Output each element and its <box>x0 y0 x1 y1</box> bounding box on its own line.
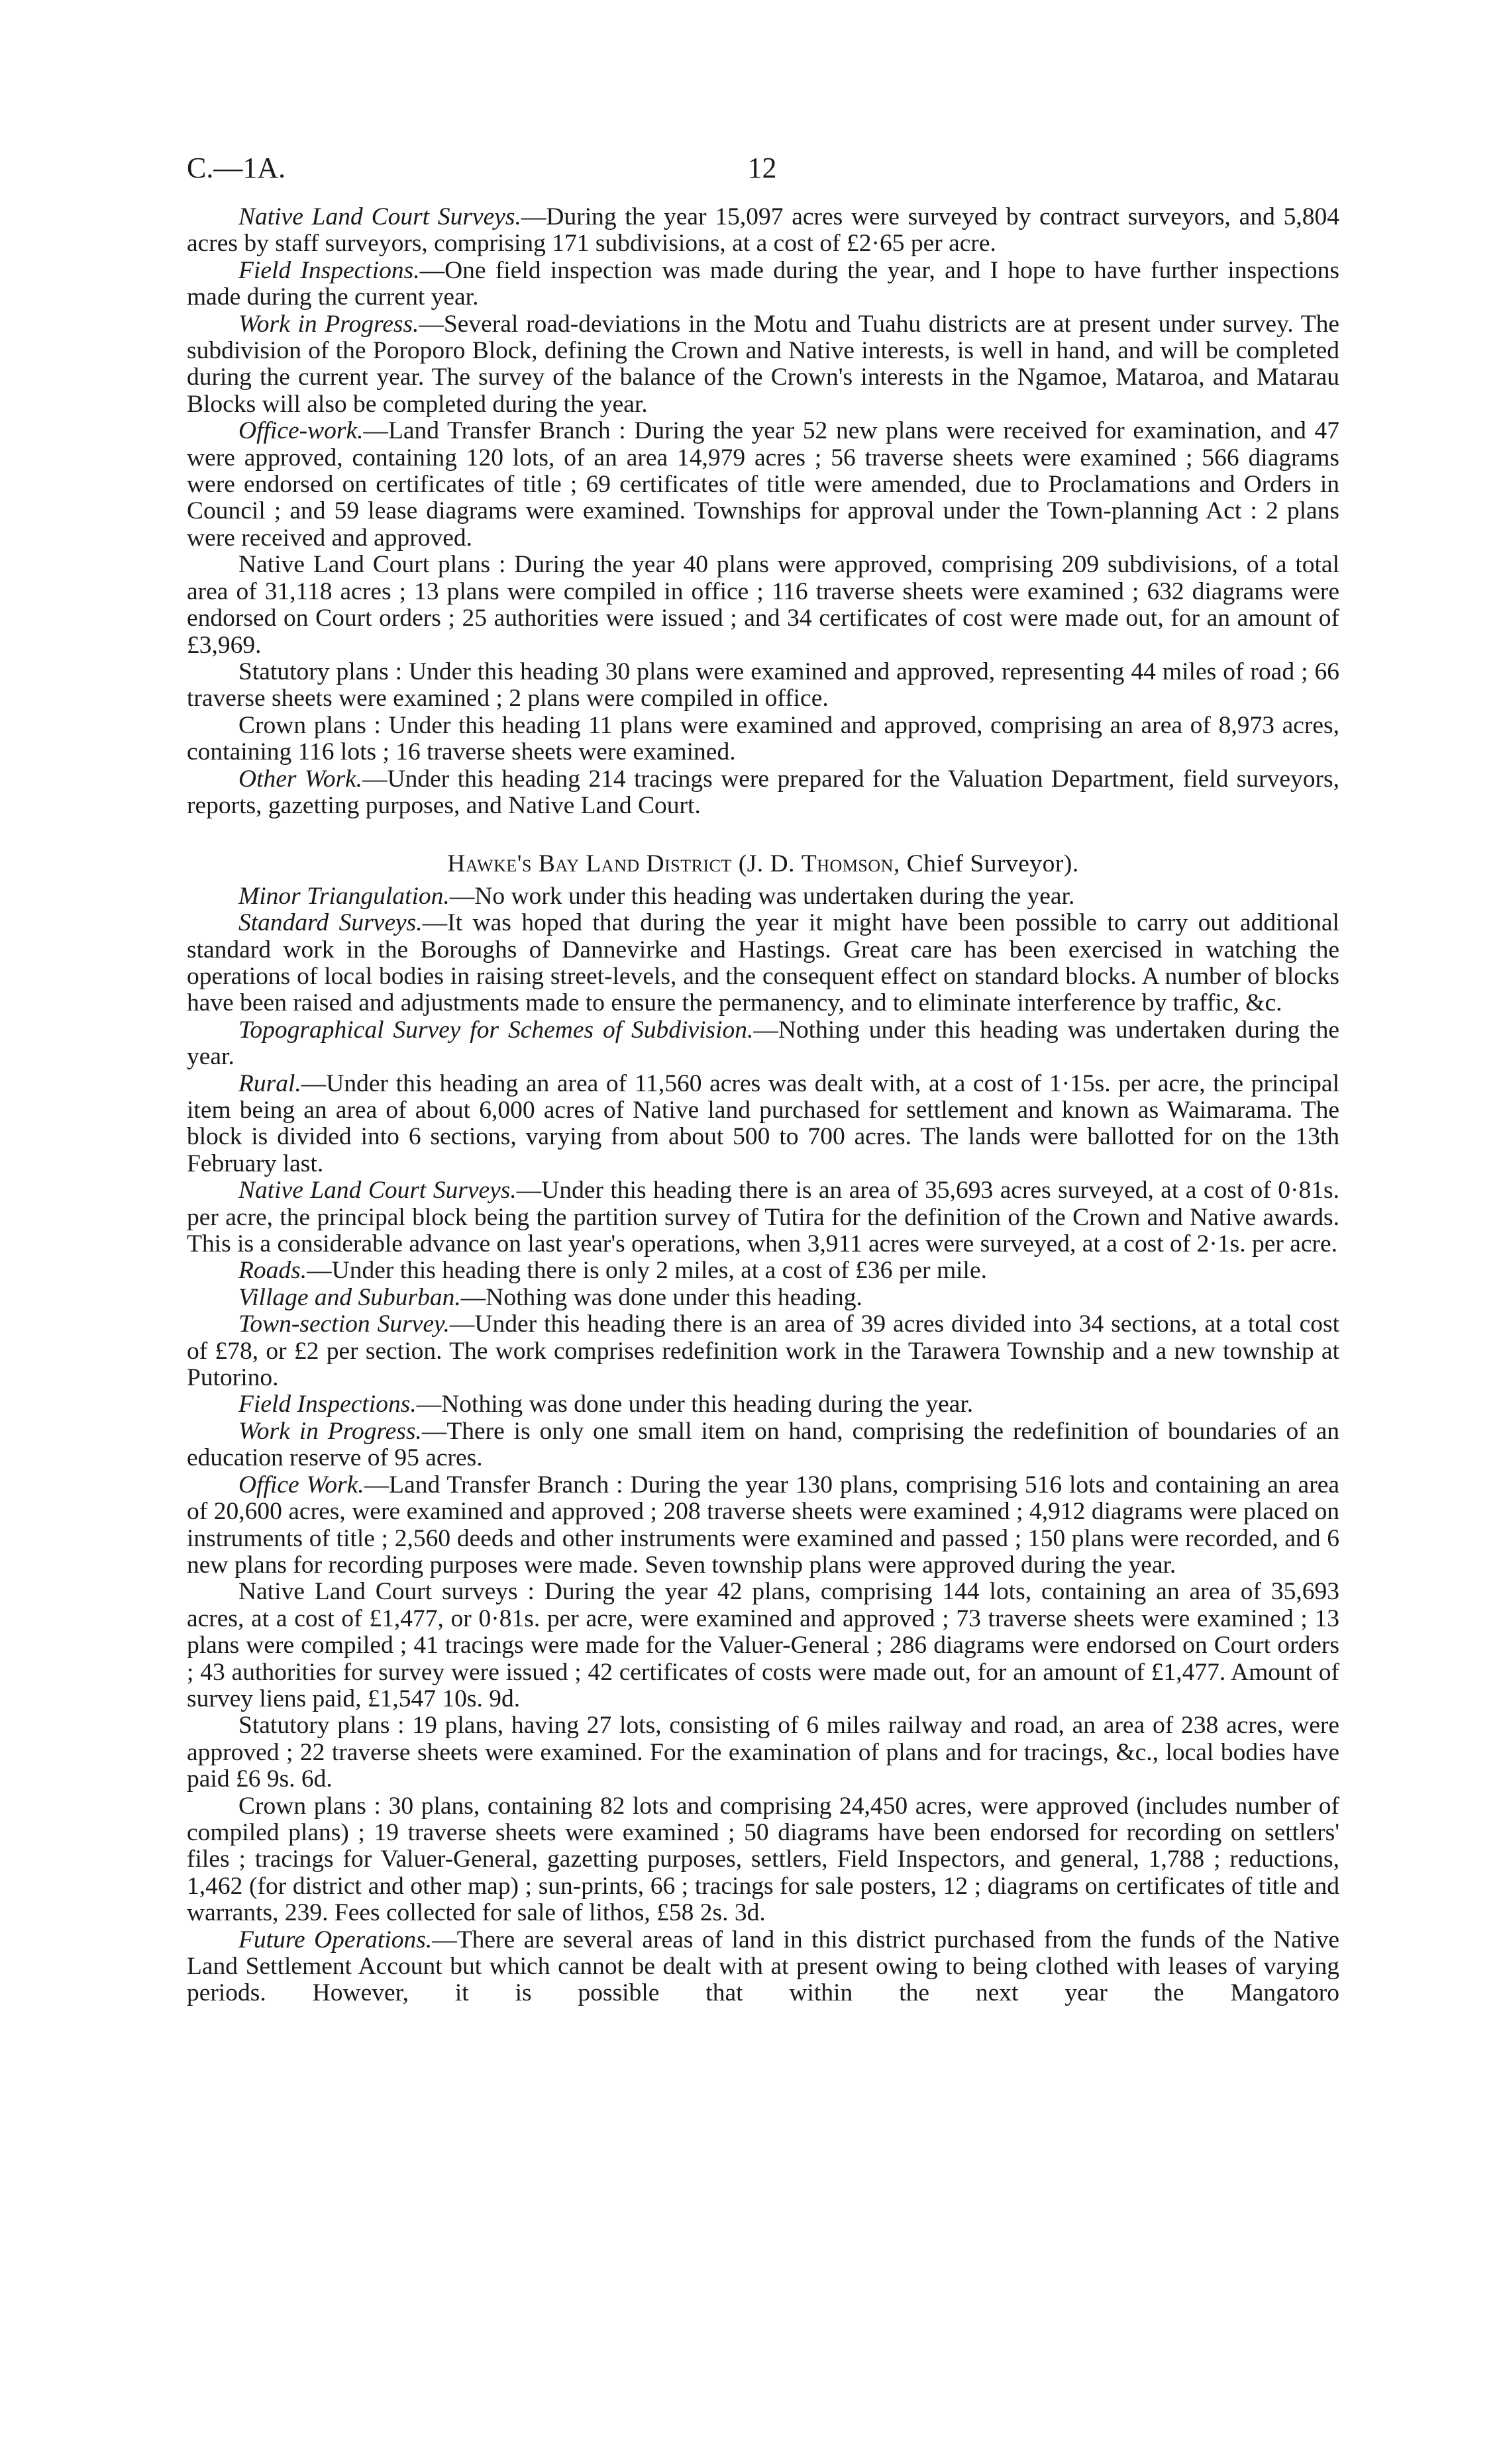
paragraph-lead: Other Work. <box>238 765 363 793</box>
paragraph <box>187 1712 1339 1793</box>
paragraph <box>187 1418 1339 1472</box>
paragraph-text: Crown plans : Under this heading 11 plans were examined and approved, comprising an area of 8,973 acres, containing 116 lots ; 16 traverse sheets were examined. <box>187 711 1339 766</box>
paragraph-text: —There is only one small item on hand, comprising the redefinition of boundaries of an education reserve of 95 acres. <box>187 1417 1339 1472</box>
paragraph-lead: Topographical Survey for Schemes of Subdivision. <box>238 1016 754 1044</box>
paragraph-lead: Field Inspections. <box>238 1391 417 1418</box>
paragraph <box>187 258 1339 311</box>
paragraph <box>187 1927 1339 2007</box>
paragraph <box>187 713 1339 766</box>
paragraph <box>187 910 1339 1017</box>
paragraph-lead: Work in Progress. <box>238 1417 422 1445</box>
page-body <box>187 204 1339 2007</box>
paragraph-text: —There are several areas of land in this district purchased from the funds of the Native Land Settlement Account but which cannot be dealt with at present owing to being clothed with leases of varying periods. However, it is possible that within the next year the Mangatoro <box>187 1926 1339 2007</box>
paragraph-text: —Under this heading an area of 11,560 acres was dealt with, at a cost of 1·15s. per acre, the principal item being an area of about 6,000 acres of Native land purchased for settlement and known as Waimarama. The block is divided into 6 sections, varying from about 500 to 700 acres. The lands were ballotted for on the 13th February last. <box>187 1069 1339 1177</box>
paragraph-text: Statutory plans : 19 plans, having 27 lots, consisting of 6 miles railway and road, an area of 238 acres, were approved ; 22 traverse sheets were examined. For the examination of plans and for tracings, &c., local bodies have paid £6 9s. 6d. <box>187 1712 1339 1793</box>
document-reference: C.—1A. <box>187 152 286 184</box>
section-gisborne-continued <box>187 204 1339 819</box>
paragraph-text: —Under this heading 214 tracings were prepared for the Valuation Department, field surveyors, reports, gazetting purposes, and Native Land Court. <box>187 765 1339 819</box>
paragraph-lead: Native Land Court Surveys. <box>238 203 521 230</box>
paragraph-text: Crown plans : 30 plans, containing 82 lots and comprising 24,450 acres, were approved (includes number of compiled plans) ; 19 traverse sheets were examined ; 50 diagrams have been endorsed for recording on settlers' files ; tracings for Valuer-General, gazetting purposes, settlers, Field Inspectors, and general, 1,788 ; reductions, 1,462 (for district and other map) ; sun-prints, 66 ; tracings for sale posters, 12 ; diagrams on certificates of title and warrants, 239. Fees collected for sale of lithos, £58 2s. 3d. <box>187 1792 1339 1927</box>
paragraph <box>187 552 1339 659</box>
paragraph-text: —Nothing was done under this heading during the year. <box>416 1391 974 1418</box>
paragraph-text: Statutory plans : Under this heading 30 plans were examined and approved, representing 44 miles of road ; 66 traverse sheets were examined ; 2 plans were compiled in office. <box>187 658 1339 713</box>
paragraph-lead: Work in Progress. <box>238 310 419 338</box>
paragraph <box>187 1017 1339 1071</box>
paragraph <box>187 311 1339 419</box>
paragraph <box>187 1071 1339 1178</box>
paragraph-lead: Standard Surveys. <box>238 909 423 937</box>
paragraph-lead: Village and Suburban. <box>238 1283 461 1311</box>
paragraph <box>187 1472 1339 1579</box>
paragraph <box>187 883 1339 910</box>
section-hawkes-bay <box>187 883 1339 2007</box>
section-heading <box>187 851 1339 877</box>
paragraph-text: —Land Transfer Branch : During the year 130 plans, comprising 516 lots and containing an area of 20,600 acres, were examined and approved ; 208 traverse sheets were examined ; 4,912 diagrams were placed on instruments of title ; 2,560 deeds and other instruments were examined and passed ; 150 plans were recorded, and 6 new plans for recording purposes were made. Seven township plans were approved during the year. <box>187 1471 1339 1579</box>
paragraph <box>187 204 1339 258</box>
paragraph <box>187 1793 1339 1927</box>
district-name: Hawke's Bay Land District <box>447 850 732 878</box>
paragraph-text: —Under this heading there is an area of 35,693 acres surveyed, at a cost of 0·81s. per acre, the principal block being the partition survey of Tutira for the definition of the Crown and Native awards. This is a considerable advance on last year's operations, when 3,911 acres were surveyed, at a cost of 2·1s. per acre. <box>187 1177 1340 1258</box>
paragraph-text: Native Land Court plans : During the year 40 plans were approved, comprising 209 subdivisions, of a total area of 31,118 acres ; 13 plans were compiled in office ; 116 traverse sheets were examined ; 632 diagrams were endorsed on Court orders ; 25 authorities were issued ; and 34 certificates of cost were made out, for an amount of £3,969. <box>187 551 1339 659</box>
paragraph-text: —Nothing was done under this heading. <box>460 1283 862 1311</box>
paragraph-lead: Field Inspections. <box>238 256 420 284</box>
paragraph <box>187 418 1339 552</box>
paragraph-text: —It was hoped that during the year it might have been possible to carry out additional standard work in the Boroughs of Dannevirke and Hastings. Great care has been exercised in watching the operations of local bodies in raising street-levels, and the consequent effect on standard blocks. A number of blocks have been raised and adjustments made to ensure the permanency, and to eliminate interference by traffic, &c. <box>187 909 1339 1017</box>
paragraph <box>187 766 1339 820</box>
paragraph-lead: Town-section Survey. <box>238 1310 450 1338</box>
paragraph <box>187 1311 1339 1391</box>
heading-person: (J. D. <box>738 850 802 878</box>
paragraph-lead: Roads. <box>238 1257 307 1285</box>
paragraph-text: —During the year 15,097 acres were surveyed by contract surveyors, and 5,804 acres by staff surveyors, comprising 171 subdivisions, at a cost of £2·65 per acre. <box>187 203 1339 258</box>
paragraph-lead: Office-work. <box>238 417 364 445</box>
paragraph-text: —No work under this heading was undertaken during the year. <box>449 882 1075 910</box>
paragraph-text: —Land Transfer Branch : During the year 52 new plans were received for examination, and 47 were approved, containing 120 lots, of an area 14,979 acres ; 56 traverse sheets were examined ; 566 diagrams were endorsed on certificates of title ; 69 certificates of title were amended, due to Proclamations and Orders in Council ; and 59 lease diagrams were examined. Townships for approval under the Town-planning Act : 2 plans were received and approved. <box>187 417 1339 552</box>
paragraph-lead: Minor Triangulation. <box>238 882 450 910</box>
paragraph-text: —Several road-deviations in the Motu and Tuahu districts are at present under survey. The subdivision of the Poroporo Block, defining the Crown and Native interests, is well in hand, and will be completed during the current year. The survey of the balance of the Crown's interests in the Ngamoe, Mataroa, and Matarau Blocks will also be completed during the year. <box>187 310 1339 418</box>
heading-surname: Thomson <box>801 850 894 878</box>
paragraph <box>187 1391 1339 1418</box>
paragraph <box>187 1257 1339 1284</box>
paragraph-lead: Future Operations. <box>238 1926 433 1953</box>
heading-suffix: , Chief Surveyor). <box>893 850 1079 878</box>
paragraph-lead: Rural. <box>238 1069 301 1097</box>
paragraph-text: —Under this heading there is an area of 39 acres divided into 34 sections, at a total cost of £78, or £2 per section. The work comprises redefinition work in the Tarawera Township and a new township at Putorino. <box>187 1310 1339 1392</box>
paragraph <box>187 659 1339 713</box>
page-number: 12 <box>747 152 777 184</box>
paragraph-text: —Nothing under this heading was undertaken during the year. <box>187 1016 1339 1071</box>
paragraph <box>187 1177 1339 1257</box>
page-header <box>187 151 1337 191</box>
paragraph-text: Native Land Court surveys : During the year 42 plans, comprising 144 lots, containing an area of 35,693 acres, at a cost of £1,477, or 0·81s. per acre, were examined and approved ; 73 traverse sheets were examined ; 13 plans were compiled ; 41 tracings were made for the Valuer-General ; 286 diagrams were endorsed on Court orders ; 43 authorities for survey were issued ; 42 certificates of costs were made out, for an amount of £1,477. Amount of survey liens paid, £1,547 10s. 9d. <box>187 1578 1339 1712</box>
paragraph-lead: Native Land Court Surveys. <box>238 1177 517 1205</box>
paragraph <box>187 1285 1339 1311</box>
paragraph-text: —One field inspection was made during the year, and I hope to have further inspections made during the current year. <box>187 256 1339 311</box>
paragraph-text: —Under this heading there is only 2 miles, at a cost of £36 per mile. <box>307 1257 987 1285</box>
paragraph <box>187 1579 1339 1712</box>
paragraph-lead: Office Work. <box>238 1471 364 1499</box>
